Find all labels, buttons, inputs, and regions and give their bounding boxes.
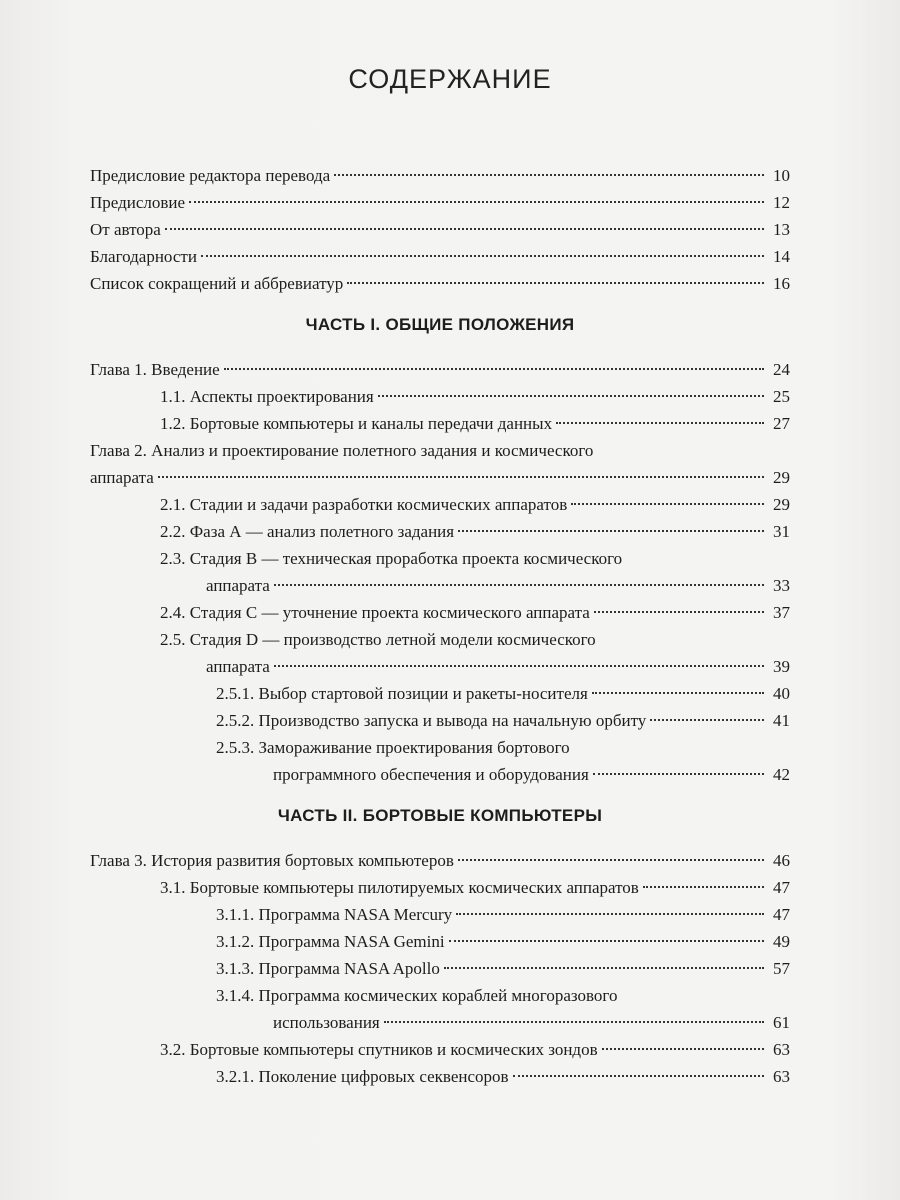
entry-title: Предисловие (90, 193, 186, 212)
entry-title: Предисловие редактора перевода (90, 166, 331, 185)
toc-section[interactable] (90, 491, 790, 518)
leader-dots (602, 1048, 764, 1050)
toc-subsection[interactable] (90, 955, 790, 982)
entry-title: Глава 1. Введение (90, 360, 220, 379)
toc-subsection[interactable] (90, 1063, 790, 1090)
entry-title: 3.1.2. Программа NASA Gemini (216, 932, 445, 951)
toc-subsection[interactable] (90, 734, 790, 788)
toc-subsection[interactable] (90, 680, 790, 707)
page-number: 37 (773, 603, 790, 622)
entry-title: 3.2.1. Поколение цифровых секвенсоров (216, 1067, 509, 1086)
entry-title-line: аппарата (90, 468, 154, 487)
table-of-contents (90, 162, 790, 1090)
entry-title-line: аппарата (206, 657, 270, 676)
toc-entry[interactable] (90, 243, 790, 270)
toc-chapter[interactable] (90, 437, 790, 491)
entry-title: 1.1. Аспекты проектирования (160, 387, 374, 406)
leader-dots (165, 228, 764, 230)
leader-dots (274, 584, 764, 586)
entry-title: 2.5.2. Производство запуска и вывода на начальную орбиту (216, 711, 647, 730)
entry-title-line: 2.5.3. Замораживание проектирования бортового (216, 738, 570, 757)
entry-title: 3.1.1. Программа NASA Mercury (216, 905, 453, 924)
part-heading: ЧАСТЬ I. ОБЩИЕ ПОЛОЖЕНИЯ (305, 315, 575, 334)
page-number: 40 (773, 684, 790, 703)
leader-dots (458, 859, 764, 861)
leader-dots (456, 913, 764, 915)
leader-dots (189, 201, 764, 203)
leader-dots (593, 773, 764, 775)
entry-title: 2.5.1. Выбор стартовой позиции и ракеты-носителя (216, 684, 588, 703)
entry-title-line: 2.3. Стадия В — техническая проработка проекта космического (160, 549, 623, 568)
leader-dots (158, 476, 764, 478)
toc-section[interactable] (90, 874, 790, 901)
toc-entry[interactable] (90, 189, 790, 216)
toc-section[interactable] (90, 626, 790, 680)
leader-dots (458, 530, 764, 532)
leader-dots (334, 174, 764, 176)
page-number: 27 (773, 414, 790, 433)
leader-dots (556, 422, 764, 424)
entry-title: Список сокращений и аббревиатур (90, 274, 344, 293)
leader-dots (384, 1021, 764, 1023)
entry-title-line: использования (273, 1013, 380, 1032)
leader-dots (444, 967, 764, 969)
toc-section[interactable] (90, 383, 790, 410)
toc-entry[interactable] (90, 270, 790, 297)
entry-title: 3.1. Бортовые компьютеры пилотируемых космических аппаратов (160, 878, 639, 897)
leader-dots (378, 395, 764, 397)
entry-title-line: 2.5. Стадия D — производство летной модели космического (160, 630, 596, 649)
leader-dots (347, 282, 764, 284)
leader-dots (571, 503, 764, 505)
toc-section[interactable] (90, 410, 790, 437)
entry-title: 3.2. Бортовые компьютеры спутников и космических зондов (160, 1040, 598, 1059)
toc-section[interactable] (90, 1036, 790, 1063)
toc-section[interactable] (90, 545, 790, 599)
page-number: 63 (773, 1040, 790, 1059)
toc-subsection[interactable] (90, 901, 790, 928)
toc-chapter[interactable] (90, 847, 790, 874)
page-number: 39 (773, 657, 790, 676)
toc-entry[interactable] (90, 216, 790, 243)
leader-dots (274, 665, 764, 667)
page-number: 31 (773, 522, 790, 541)
page-number: 10 (773, 166, 790, 185)
entry-title: 1.2. Бортовые компьютеры и каналы передачи данных (160, 414, 553, 433)
page-number: 24 (773, 360, 790, 379)
leader-dots (594, 611, 764, 613)
toc-section[interactable] (90, 599, 790, 626)
page-number: 25 (773, 387, 790, 406)
leader-dots (449, 940, 764, 942)
entry-title-line: программного обеспечения и оборудования (273, 765, 589, 784)
toc-title: СОДЕРЖАНИЕ (348, 64, 552, 94)
page-number: 33 (773, 576, 790, 595)
entry-title-line: Глава 2. Анализ и проектирование полетного задания и космического (90, 441, 594, 460)
leader-dots (650, 719, 764, 721)
toc-subsection[interactable] (90, 707, 790, 734)
entry-title-line: 3.1.4. Программа космических кораблей многоразового (216, 986, 618, 1005)
entry-title-line: аппарата (206, 576, 270, 595)
page-number: 47 (773, 878, 790, 897)
toc-section[interactable] (90, 518, 790, 545)
toc-chapter[interactable] (90, 356, 790, 383)
leader-dots (643, 886, 764, 888)
leader-dots (592, 692, 764, 694)
entry-title: Благодарности (90, 247, 197, 266)
entry-title: 2.2. Фаза А — анализ полетного задания (160, 522, 455, 541)
entry-title: 3.1.3. Программа NASA Apollo (216, 959, 440, 978)
entry-title: 2.1. Стадии и задачи разработки космических аппаратов (160, 495, 568, 514)
page-number: 61 (773, 1013, 790, 1032)
page-number: 29 (773, 495, 790, 514)
page-number: 16 (773, 274, 790, 293)
entry-title: 2.4. Стадия С — уточнение проекта космического аппарата (160, 603, 590, 622)
page-number: 42 (773, 765, 790, 784)
leader-dots (201, 255, 764, 257)
page-number: 41 (773, 711, 790, 730)
leader-dots (224, 368, 764, 370)
page-number: 29 (773, 468, 790, 487)
page-number: 13 (773, 220, 790, 239)
page-number: 12 (773, 193, 790, 212)
toc-entry[interactable] (90, 162, 790, 189)
part-heading: ЧАСТЬ II. БОРТОВЫЕ КОМПЬЮТЕРЫ (277, 806, 603, 825)
toc-subsection[interactable] (90, 982, 790, 1036)
entry-title: Глава 3. История развития бортовых компьютеров (90, 851, 454, 870)
entry-title: От автора (90, 220, 161, 239)
page-number: 47 (773, 905, 790, 924)
toc-subsection[interactable] (90, 928, 790, 955)
page-number: 14 (773, 247, 790, 266)
leader-dots (513, 1075, 764, 1077)
page-number: 46 (773, 851, 790, 870)
page-number: 57 (773, 959, 790, 978)
page-number: 63 (773, 1067, 790, 1086)
page-number: 49 (773, 932, 790, 951)
